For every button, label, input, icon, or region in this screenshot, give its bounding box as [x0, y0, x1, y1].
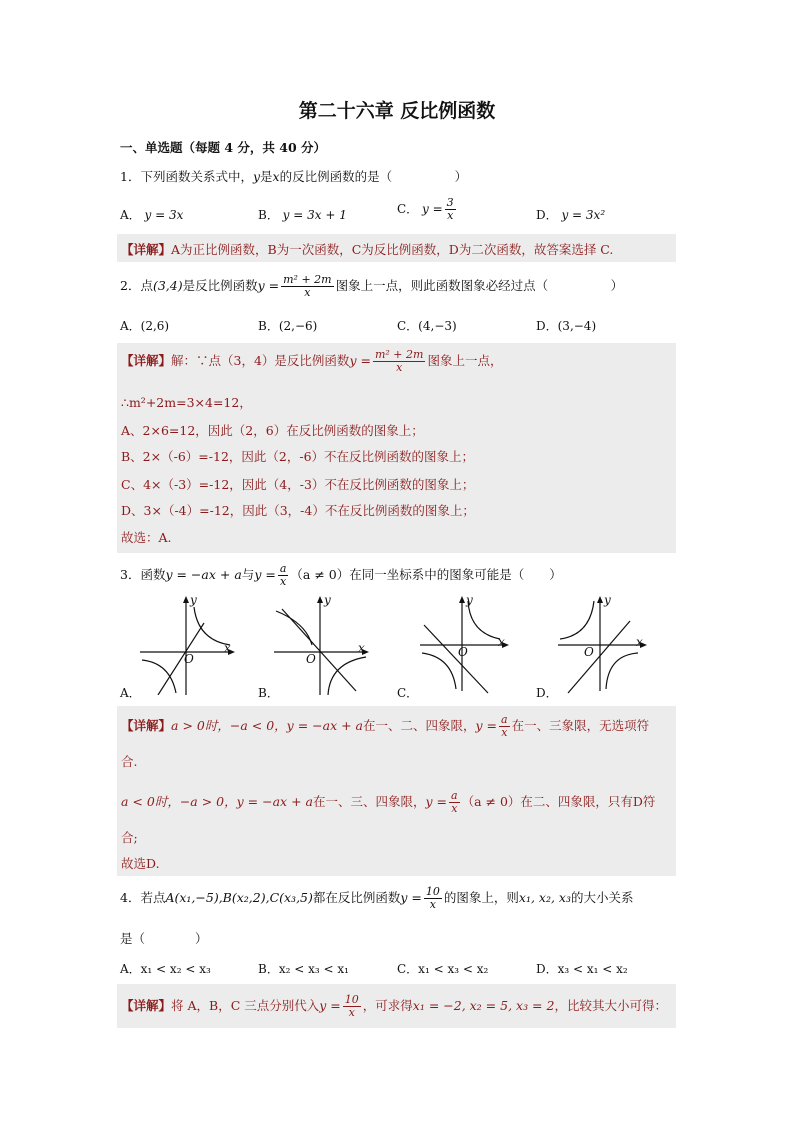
q4-option-c[interactable]: C．x₁ < x₃ < x₂ — [397, 962, 489, 976]
q1-option-d[interactable]: D． y = 3x² — [536, 208, 606, 222]
q3-option-d-label[interactable]: D． — [536, 686, 558, 700]
q3-option-b-label[interactable]: B． — [258, 686, 279, 700]
q3-option-a-label[interactable]: A． — [120, 686, 141, 700]
q2-explanation: 【详解】解：∵点（3，4）是反比例函数y = $\frac{\text{m² + 2m}}{x}$ 图象上一点， ∴m²+2m=3×4=12， A、2×6=12，因此（2，6）在反比例函数的图象上； B、2×（-6）=-12，因此（2，-6）不在反比例函数的图象上； C、4×（-3）=-12，因此（4，-3）不在反比例函数的图象上； D、3×（-4）=-12，因此（3，-4）不在反比例函数的图象上； 故选：A. — [117, 343, 676, 553]
q3-graph-b[interactable]: y x O — [272, 595, 372, 695]
q2-option-d[interactable]: D．(3,−4) — [536, 319, 597, 333]
question-1-stem: 1．下列函数关系式中，y是x的反比例函数的是（ ） — [120, 169, 468, 184]
q4-explanation: 【详解】将 A，B，C 三点分别代入y = $\frac{10}{x}$ ，可求得x₁ = −2, x₂ = 5, x₃ = 2，比较其大小可得： — [117, 984, 676, 1028]
q1-option-a[interactable]: A． y = 3x — [120, 208, 184, 222]
q4-option-a[interactable]: A．x₁ < x₂ < x₃ — [120, 962, 211, 976]
q4-option-d[interactable]: D．x₃ < x₁ < x₂ — [536, 962, 628, 976]
graph-b-svg — [272, 595, 372, 695]
q4-option-b[interactable]: B．x₂ < x₃ < x₁ — [258, 962, 349, 976]
q3-graph-d[interactable]: y x O — [556, 595, 656, 695]
graph-a-svg — [138, 595, 238, 695]
q1-option-c[interactable]: C． y = $\frac{3}{x}$ — [397, 196, 454, 222]
q3-graph-a[interactable]: y x O — [138, 595, 238, 695]
q3-graph-c[interactable]: y x O — [418, 595, 518, 695]
q1-option-b[interactable]: B． y = 3x + 1 — [258, 208, 347, 222]
q2-option-b[interactable]: B．(2,−6) — [258, 319, 318, 333]
page-title: 第二十六章 反比例函数 — [298, 100, 496, 122]
question-2-stem: 2．点(3,4)是反比例函数y = $\frac{\text{m² + 2m}}{x}$ 图象上一点，则此函数图象必经过点（ ） — [120, 273, 624, 299]
question-4-stem: 4．若点A(x₁,−5),B(x₂,2),C(x₃,5)都在反比例函数y = $\frac{10}{x}$ 的图象上，则x₁, x₂, x₃的大小关系 — [120, 885, 634, 911]
section-heading: 一、单选题（每题 4 分，共 40 分） — [120, 140, 327, 155]
question-3-stem: 3．函数y = −ax + a与y = $\frac{a}{x}$ （a ≠ 0）在同一坐标系中的图象可能是（ ） — [120, 562, 562, 588]
q3-explanation: 【详解】a > 0时，−a < 0，y = −ax + a在一、二、四象限，y = $\frac{a}{x}$ 在一、三象限，无选项符 合. a < 0时，−a > 0，y = −ax + a在一、三、四象限，y = $\frac{a}{x}$ （a ≠ 0）在二、四象限，只有D符 合; 故选D. — [117, 706, 676, 876]
q3-option-c-label[interactable]: C． — [397, 686, 419, 700]
q2-option-a[interactable]: A．(2,6) — [120, 319, 170, 333]
q1-explanation: 【详解】A为正比例函数，B为一次函数，C为反比例函数，D为二次函数，故答案选择 C. — [117, 234, 676, 262]
q2-option-c[interactable]: C．(4,−3) — [397, 319, 457, 333]
question-4-stem-cont: 是（ ） — [120, 931, 208, 946]
